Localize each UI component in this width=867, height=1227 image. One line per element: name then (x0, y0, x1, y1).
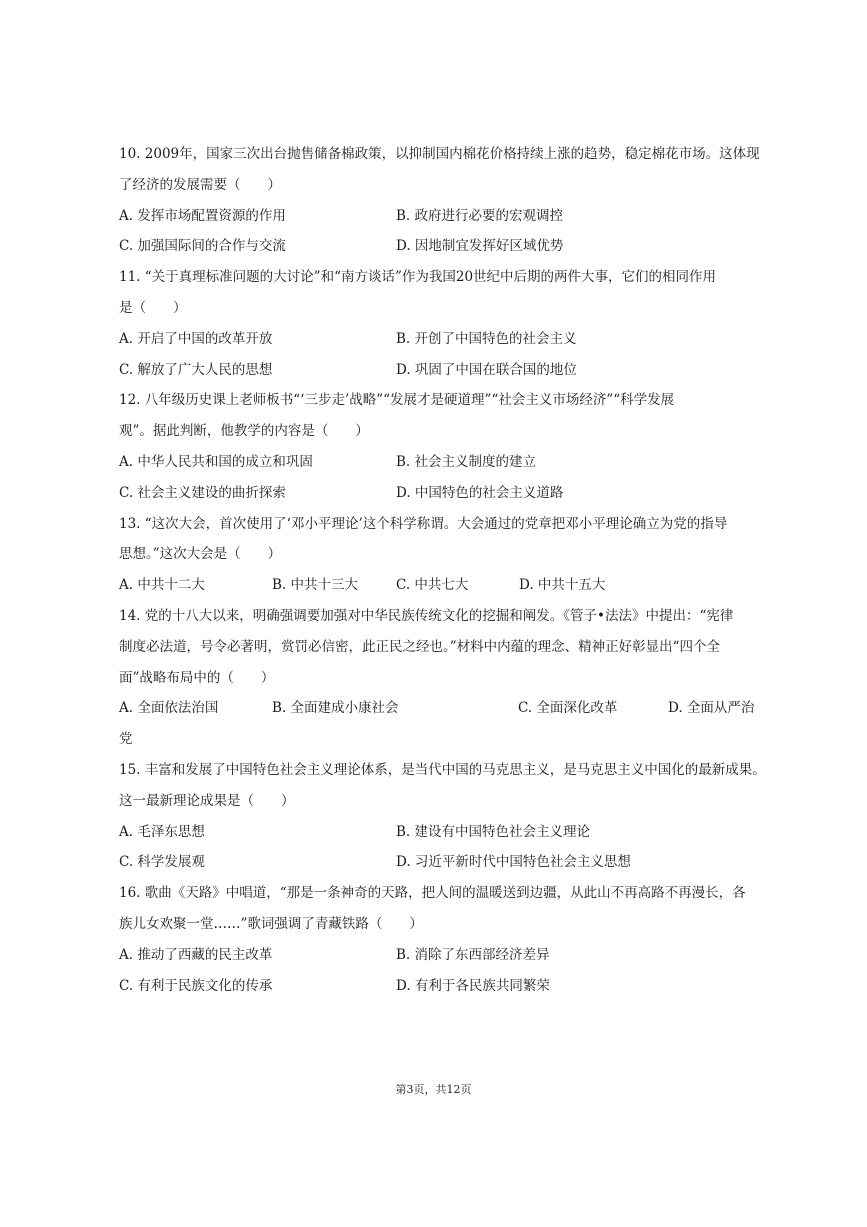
question-stem-line: 10. 2009年，国家三次出台抛售储备棉政策，以抑制国内棉花价格持续上涨的趋势，稳定棉花市场。这体现 (119, 146, 760, 162)
option-row (119, 693, 759, 724)
option-a: A. 发挥市场配置资源的作用 (119, 207, 286, 224)
option-d: D. 有利于各民族共同繁荣 (396, 977, 550, 994)
question-stem-line: 11. “关于真理标准问题的大讨论”和“南方谈话”作为我国20世纪中后期的两件大事，它们的相同作用 (119, 269, 717, 286)
question-stem-line: 制度必法道，号令必著明，赏罚必信密，此正民之经也。”材料中内蕴的理念、精神正好彰显出“四个全 (119, 638, 721, 655)
option-row (119, 478, 759, 509)
option-row (119, 847, 759, 878)
option-b: B. 政府进行必要的宏观调控 (396, 207, 564, 224)
option-d: D. 中共十五大 (519, 577, 606, 594)
option-c: C. 科学发展观 (119, 854, 205, 871)
question-stem-line: 这一最新理论成果是（ ） (119, 792, 295, 809)
question-12 (119, 385, 759, 508)
option-a: A. 推动了西藏的民主改革 (119, 946, 273, 963)
option-b: B. 消除了东西部经济差异 (396, 946, 550, 963)
option-row (119, 570, 759, 601)
question-stem-line: 思想。”这次大会是（ ） (119, 546, 282, 563)
question-stem-line: 16. 歌曲《天路》中唱道，“那是一条神奇的天路，把人间的温暖送到边疆，从此山不再高路不再漫长，各 (119, 885, 746, 902)
question-stem-line: 13. “这次大会，首次使用了‘邓小平理论’这个科学称谓。大会通过的党章把邓小平理论确立为党的指导 (119, 515, 728, 532)
option-row (119, 231, 759, 262)
option-row (119, 447, 759, 478)
option-row (119, 971, 759, 1002)
question-stem-line: 了经济的发展需要（ ） (119, 176, 281, 193)
option-b: B. 全面建成小康社会 (272, 700, 399, 717)
question-10 (119, 139, 759, 262)
option-c: C. 解放了广大人民的思想 (119, 361, 273, 378)
question-stem-line: 是（ ） (119, 299, 187, 316)
option-d-wrap: 党 (119, 731, 133, 748)
option-c: C. 中共七大 (396, 577, 469, 594)
question-13 (119, 509, 759, 601)
option-a: A. 全面依法治国 (119, 700, 219, 717)
option-d: D. 中国特色的社会主义道路 (396, 484, 564, 501)
option-row (119, 324, 759, 355)
question-list (119, 139, 766, 1001)
option-d: D. 全面从严治 (668, 700, 755, 717)
option-b: B. 建设有中国特色社会主义理论 (396, 823, 591, 840)
option-b: B. 中共十三大 (272, 577, 359, 594)
question-stem-line: 观”。据此判断，他教学的内容是（ ） (119, 423, 369, 440)
question-16 (119, 878, 759, 1001)
option-a: A. 毛泽东思想 (119, 823, 205, 840)
option-a: A. 开启了中国的改革开放 (119, 330, 273, 347)
option-b: B. 社会主义制度的建立 (396, 453, 537, 470)
option-c: C. 有利于民族文化的传承 (119, 977, 273, 994)
question-11 (119, 262, 759, 385)
option-d: D. 习近平新时代中国特色社会主义思想 (396, 854, 631, 871)
question-stem-line: 面”战略布局中的（ ） (119, 669, 275, 686)
question-stem-line: 15. 丰富和发展了中国特色社会主义理论体系，是当代中国的马克思主义，是马克思主义中国化的最新成果。 (119, 761, 766, 778)
option-c: C. 加强国际间的合作与交流 (119, 238, 286, 255)
option-a: A. 中共十二大 (119, 577, 205, 594)
option-row (119, 940, 759, 971)
option-d: D. 巩固了中国在联合国的地位 (396, 361, 577, 378)
option-c: C. 社会主义建设的曲折探索 (119, 484, 286, 501)
question-15 (119, 755, 766, 878)
option-d: D. 因地制宜发挥好区域优势 (396, 238, 564, 255)
option-b: B. 开创了中国特色的社会主义 (396, 330, 577, 347)
question-stem-line: 12. 八年级历史课上老师板书“‘三步走’战略”“发展才是硬道理”“社会主义市场经济”“科学发展 (119, 392, 675, 409)
option-row (119, 355, 759, 386)
option-row (119, 201, 759, 232)
option-a: A. 中华人民共和国的成立和巩固 (119, 453, 313, 470)
question-14 (119, 601, 759, 755)
option-row (119, 817, 759, 848)
option-c: C. 全面深化改革 (518, 700, 618, 717)
question-stem-line: 14. 党的十八大以来，明确强调要加强对中华民族传统文化的挖掘和阐发。《管子•法法》中提出：“宪律 (119, 607, 734, 624)
question-stem-line: 族儿女欢聚一堂……”歌词强调了青藏铁路（ ） (119, 915, 423, 932)
page-number: 第3页，共12页 (395, 1083, 472, 1096)
